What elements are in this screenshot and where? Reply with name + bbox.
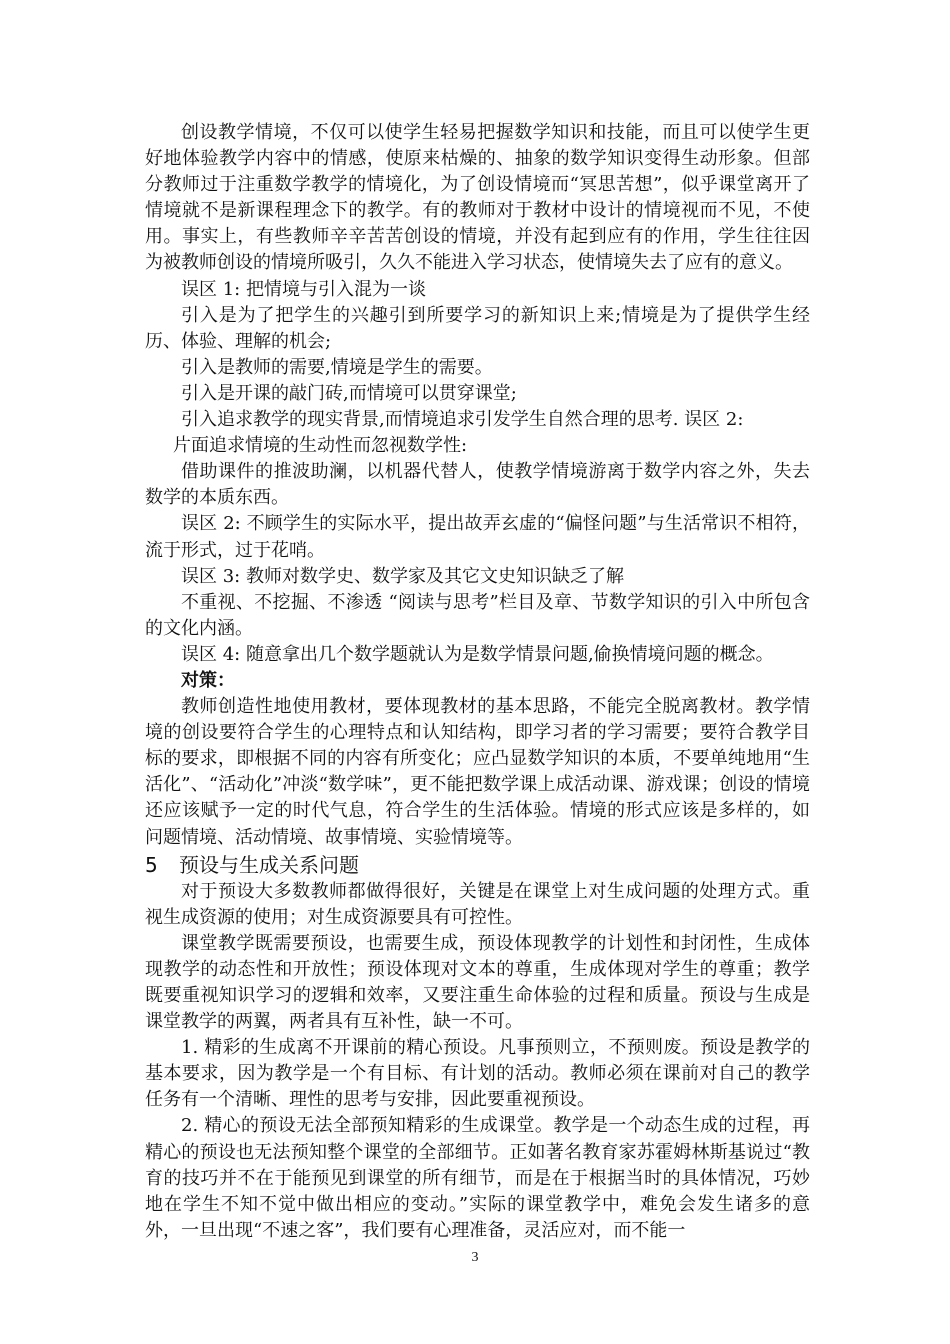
paragraph-courseware: 借助课件的推波助澜，以机器代替人，使教学情境游离于数学内容之外，失去数学的本质东西。 (145, 461, 810, 509)
paragraph-point-1: 1. 精彩的生成离不开课前的精心预设。凡事预则立，不预则废。预设是教学的基本要求，因为教学是一个有目标、有计划的活动。教师必须在课前对自己的教学任务有一个清晰、理性的思考与安排，因此要重视预设。 (145, 1037, 810, 1111)
misconception-3-heading: 误区 3: 教师对数学史、数学家及其它文史知识缺乏了解 (181, 565, 624, 587)
document-body (145, 120, 810, 1244)
misconception-2b: 误区 2: 不顾学生的实际水平，提出故弄玄虚的“偏怪问题”与生活常识不相符，流于形式，过于花哨。 (145, 513, 810, 561)
paragraph-point-2: 2. 精心的预设无法全部预知精彩的生成课堂。教学是一个动态生成的过程，再精心的预设也无法预知整个课堂的全部细节。正如著名教育家苏霍姆林斯基说过“教育的技巧并不在于能预见到课堂的所有细节，而是在于根据当时的具体情况，巧妙地在学生不知不觉中做出相应的变动。”实际的课堂教学中，难免会发生诸多的意外，一旦出现“不速之客”，我们要有心理准备，灵活应对，而不能一 (145, 1115, 810, 1241)
paragraph-preset-handling: 对于预设大多数教师都做得很好，关键是在课堂上对生成问题的处理方式。重视生成资源的使用；对生成资源要具有可控性。 (145, 880, 810, 928)
page-number: 3 (471, 1250, 479, 1265)
paragraph-intro-need: 引入是教师的需要,情境是学生的需要。 (181, 356, 493, 378)
misconception-2-heading: 片面追求情境的生动性而忽视数学性: (173, 435, 468, 457)
section-number: 5 (145, 852, 158, 877)
misconception-4: 误区 4: 随意拿出几个数学题就认为是数学情景问题,偷换情境问题的概念。 (181, 643, 774, 665)
paragraph-culture: 不重视、不挖掘、不渗透 “阅读与思考”栏目及章、节数学知识的引入中所包含的文化内涵。 (145, 591, 810, 639)
paragraph-intro-door: 引入是开课的敲门砖,而情境可以贯穿课堂; (181, 382, 517, 404)
paragraph-intro-pursuit: 引入追求教学的现实背景,而情境追求引发学生自然合理的思考. 误区 2: (181, 409, 744, 431)
countermeasure-label: 对策： (181, 669, 235, 691)
paragraph-countermeasure: 教师创造性地使用教材，要体现教材的基本思路，不能完全脱离教材。教学情境的创设要符合学生的心理特点和认知结构，即学习者的学习需要；要符合教学目标的要求，即根据不同的内容有所变化；应凸显数学知识的本质，不要单纯地用“生活化”、“活动化”冲淡“数学味”，更不能把数学课上成活动课、游戏课；创设的情境还应该赋予一定的时代气息，符合学生的生活体验。情境的形式应该是多样的，如问题情境、活动情境、故事情境、实验情境等。 (145, 696, 810, 848)
section-title: 预设与生成关系问题 (179, 852, 359, 877)
paragraph-intro-purpose: 引入是为了把学生的兴趣引到所要学习的新知识上来;情境是为了提供学生经历、体验、理解的机会; (145, 304, 810, 352)
section-heading (145, 851, 810, 879)
misconception-1-heading: 误区 1: 把情境与引入混为一谈 (181, 278, 426, 300)
paragraph-preset-generation: 课堂教学既需要预设，也需要生成，预设体现教学的计划性和封闭性，生成体现教学的动态性和开放性；预设体现对文本的尊重，生成体现对学生的尊重；教学既要重视知识学习的逻辑和效率，又要注重生命体验的过程和质量。预设与生成是课堂教学的两翼，两者具有互补性，缺一不可。 (145, 932, 810, 1033)
paragraph-intro: 创设教学情境，不仅可以使学生轻易把握数学知识和技能，而且可以使学生更好地体验教学内容中的情感，使原来枯燥的、抽象的数学知识变得生动形象。但部分教师过于注重数学教学的情境化，为了创设情境而“冥思苦想”，似乎课堂离开了情境就不是新课程理念下的教学。有的教师对于教材中设计的情境视而不见，不使用。事实上，有些教师辛辛苦苦创设的情境，并没有起到应有的作用，学生往往因为被教师创设的情境所吸引，久久不能进入学习状态，使情境失去了应有的意义。 (145, 122, 810, 274)
